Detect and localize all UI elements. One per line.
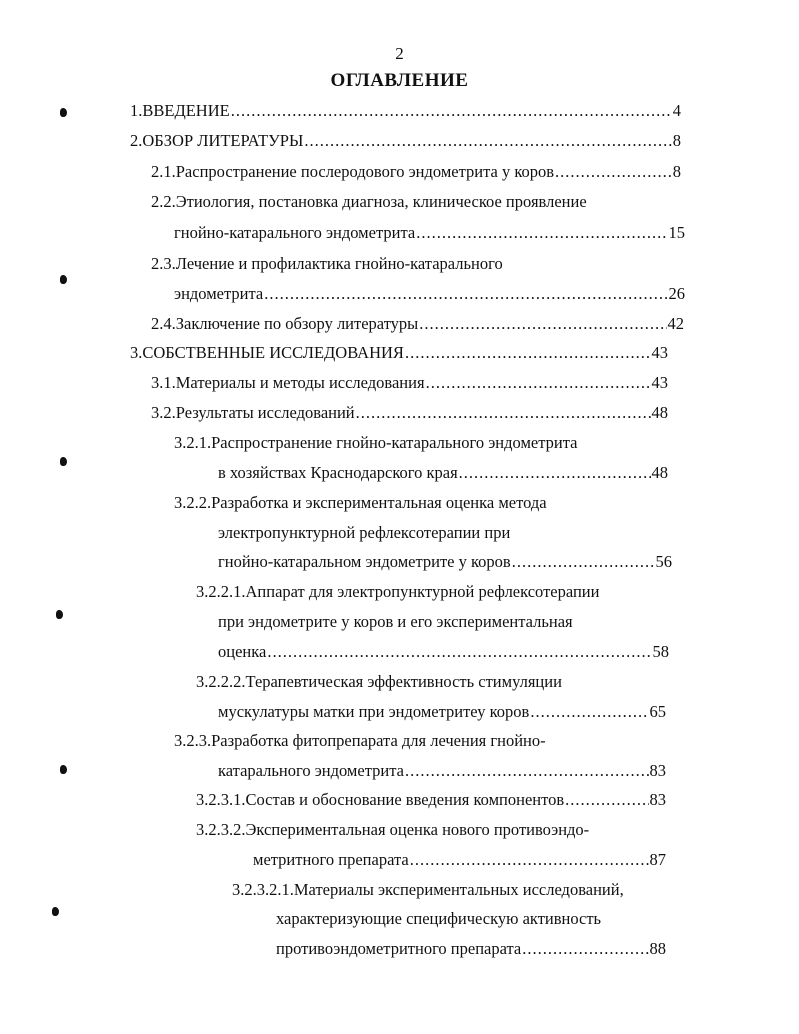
toc-page-number: 48	[651, 403, 668, 422]
toc-entry-3-2-2-1-line1: 3.2.2.1.Аппарат для электропунктурной рефлексотерапии	[196, 582, 600, 601]
toc-page-number: 65	[649, 702, 666, 721]
leader-dots	[555, 162, 672, 182]
toc-entry-text: эндометрита	[174, 284, 264, 303]
toc-page-number: 87	[649, 850, 666, 869]
toc-page-number: 48	[651, 463, 668, 482]
leader-dots	[419, 314, 666, 334]
toc-page-number: 4	[672, 101, 681, 120]
toc-entry-3-2-2-line1: 3.2.2.Разработка и экспериментальная оценка метода	[174, 493, 547, 512]
toc-entry-3-2-2-1	[218, 642, 669, 662]
toc-entry-text: гнойно-катаральном эндометрите у коров	[218, 552, 511, 571]
toc-entry-2-2-line1: 2.2.Этиология, постановка диагноза, клиническое проявление	[151, 192, 587, 211]
toc-entry-3-2-3-2-1	[276, 939, 666, 959]
leader-dots	[530, 702, 648, 722]
toc-entry-3-2-2-1-line2: при эндометрите у коров и его экспериментальная	[218, 612, 573, 631]
leader-dots	[304, 131, 671, 151]
toc-entry-3-2-3-2-1-line2: характеризующие специфическую активность	[276, 909, 602, 928]
toc-entry-text: оценка	[218, 642, 267, 661]
toc-entry-3	[130, 343, 668, 363]
toc-entry-3-2-3-2-1-line1: 3.2.3.2.1.Материалы экспериментальных исследований,	[232, 880, 624, 899]
leader-dots	[264, 284, 667, 304]
toc-entry-text: 2.ОБЗОР ЛИТЕРАТУРЫ	[130, 131, 304, 150]
leader-dots	[356, 403, 651, 423]
toc-entry-2-3-line1: 2.3.Лечение и профилактика гнойно-катарального	[151, 254, 503, 273]
toc-page-number: 8	[672, 131, 681, 150]
leader-dots	[405, 343, 651, 363]
page-title: ОГЛАВЛЕНИЕ	[330, 70, 469, 91]
toc-entry-3-2-3-line1: 3.2.3.Разработка фитопрепарата для лечения гнойно-	[174, 731, 546, 750]
toc-entry-text: 2.1.Распространение послеродового эндометрита у коров	[151, 162, 555, 181]
toc-entry-2-4	[151, 314, 684, 334]
leader-dots	[512, 552, 655, 572]
toc-entry-3-2-2-2-line1: 3.2.2.2.Терапевтическая эффективность стимуляции	[196, 672, 562, 691]
toc-entry-2-1	[151, 162, 681, 182]
leader-dots	[405, 761, 649, 781]
toc-page-number: 15	[668, 223, 685, 242]
toc-entry-3-2-2-2	[218, 702, 666, 722]
leader-dots	[426, 373, 651, 393]
toc-page-number: 83	[649, 790, 666, 809]
binding-mark	[52, 907, 59, 916]
toc-entry-3-2-2-line2: электропунктурной рефлексотерапии при	[218, 523, 511, 542]
binding-mark	[60, 108, 67, 117]
toc-entry-2-2	[174, 223, 685, 243]
toc-page-number: 56	[655, 552, 672, 571]
leader-dots	[267, 642, 651, 662]
toc-page-number: 83	[649, 761, 666, 780]
binding-mark	[60, 275, 67, 284]
toc-entry-2	[130, 131, 681, 151]
toc-page-number: 43	[651, 343, 668, 362]
toc-entry-1	[130, 101, 681, 121]
toc-page-number: 42	[667, 314, 684, 333]
toc-entry-3-2-2	[218, 552, 672, 572]
toc-entry-text: мускулатуры матки при эндометритеу коров	[218, 702, 530, 721]
toc-entry-text: в хозяйствах Краснодарского края	[218, 463, 458, 482]
toc-entry-text: катарального эндометрита	[218, 761, 404, 780]
leader-dots	[231, 101, 672, 121]
toc-entry-3-2-1	[218, 463, 668, 483]
toc-page-number: 26	[668, 284, 685, 303]
toc-entry-text: 3.2.3.1.Состав и обоснование введения компонентов	[196, 790, 565, 809]
toc-entry-3-2-1-line1: 3.2.1.Распространение гнойно-катарального эндометрита	[174, 433, 578, 452]
leader-dots	[565, 790, 648, 810]
toc-entry-text: 3.2.Результаты исследований	[151, 403, 355, 422]
toc-entry-text: 1.ВВЕДЕНИЕ	[130, 101, 230, 120]
toc-entry-3-2-3	[218, 761, 666, 781]
toc-entry-text: метритного препарата	[253, 850, 409, 869]
toc-entry-text: 3.1.Материалы и методы исследования	[151, 373, 425, 392]
toc-entry-3-2-3-2-line1: 3.2.3.2.Экспериментальная оценка нового противоэндо-	[196, 820, 590, 839]
toc-page-number: 8	[672, 162, 681, 181]
toc-entry-text: противоэндометритного препарата	[276, 939, 522, 958]
toc-entry-text: 3.СОБСТВЕННЫЕ ИССЛЕДОВАНИЯ	[130, 343, 404, 362]
leader-dots	[459, 463, 651, 483]
binding-mark	[56, 610, 63, 619]
toc-entry-3-1	[151, 373, 668, 393]
binding-mark	[60, 765, 67, 774]
leader-dots	[410, 850, 649, 870]
leader-dots	[522, 939, 648, 959]
toc-entry-3-2-3-2	[253, 850, 666, 870]
toc-entry-text: 2.4.Заключение по обзору литературы	[151, 314, 419, 333]
toc-entry-text: гнойно-катарального эндометрита	[174, 223, 416, 242]
leader-dots	[416, 223, 667, 243]
toc-entry-3-2-3-1	[196, 790, 666, 810]
toc-entry-2-3	[174, 284, 685, 304]
toc-entry-3-2	[151, 403, 668, 423]
toc-page-number: 43	[651, 373, 668, 392]
binding-mark	[60, 457, 67, 466]
toc-page-number: 58	[652, 642, 669, 661]
toc-page-number: 88	[649, 939, 666, 958]
page-number: 2	[395, 44, 404, 63]
